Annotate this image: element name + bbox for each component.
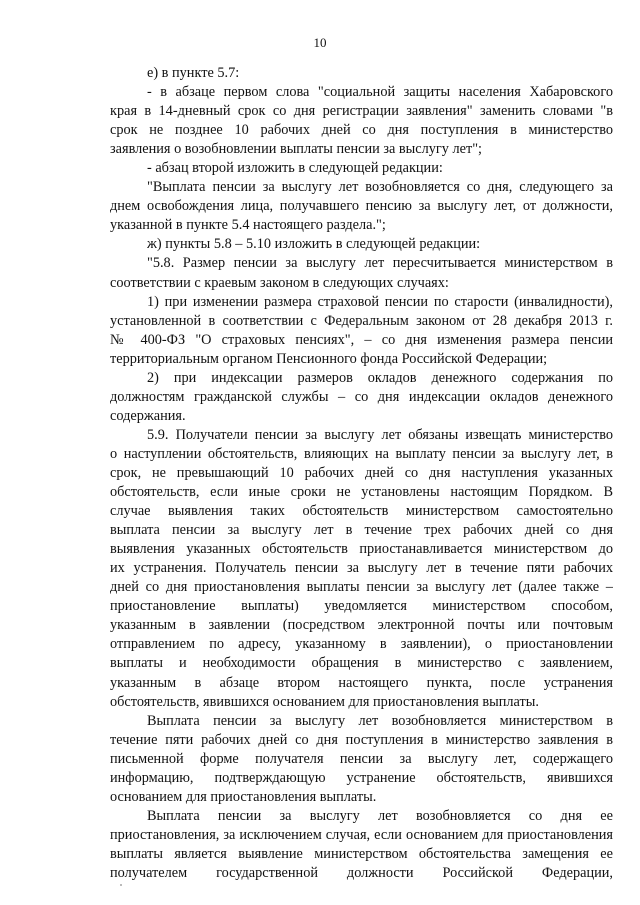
text-line: установленной в соответствии с Федеральным законом от 28 декабря 2013 г. xyxy=(110,312,613,329)
text-line: приостановления, за исключением случая, если основанием для приостановления xyxy=(110,826,613,843)
text-line: днем освобождения лица, получавшего пенсию за выслугу лет, от должности, xyxy=(110,198,613,215)
text-line: "5.8. Размер пенсии за выслугу лет пересчитывается министерством в xyxy=(147,255,613,272)
text-line: выявления указанных обстоятельств приостанавливается министерством до xyxy=(110,541,613,558)
text-line: Выплата пенсии за выслугу лет возобновляется со дня ее xyxy=(147,807,613,824)
text-line: указанным в заявлении (посредством электронной почты или почтовым xyxy=(110,617,613,634)
text-line: Выплата пенсии за выслугу лет возобновляется министерством в xyxy=(147,712,613,729)
text-line: - абзац второй изложить в следующей редакции: xyxy=(147,160,443,177)
text-line: должностям гражданской службы – со дня индексации окладов денежного xyxy=(110,388,613,405)
document-body xyxy=(110,64,613,883)
text-line: срок, не превышающий 10 рабочих дней со дня наступления указанных xyxy=(110,464,613,481)
text-line: о наступлении обстоятельств, влияющих на выплату пенсии за выслугу лет, в xyxy=(110,445,613,462)
text-line: отправлением по адресу, указанному в заявлении), о приостановлении xyxy=(110,636,613,653)
text-line: обстоятельств, явившихся основанием для приостановления выплаты. xyxy=(110,693,539,710)
text-line: получателем государственной должности Российской Федерации, xyxy=(110,864,613,881)
text-line: срок не позднее 10 рабочих дней со дня поступления в министерство xyxy=(110,122,613,139)
text-line: территориальным органом Пенсионного фонда Российской Федерации; xyxy=(110,350,548,367)
text-line: основанием для приостановления выплаты. xyxy=(110,788,377,805)
text-line: случае выявления таких обстоятельств министерством самостоятельно xyxy=(110,503,613,520)
text-line: их устранения. Получатель пенсии за выслугу лет в течение пяти рабочих xyxy=(110,560,613,577)
text-line: выплаты и необходимости обращения в министерство с заявлением, xyxy=(110,655,613,672)
text-line: указанным в абзаце втором настоящего пункта, после устранения xyxy=(110,674,613,691)
page-number: 10 xyxy=(313,35,327,50)
text-line: информацию, подтверждающую устранение обстоятельств, явившихся xyxy=(110,769,613,786)
scan-artifact xyxy=(120,884,122,886)
text-line: выплата пенсии за выслугу лет в течение трех рабочих дней со дня xyxy=(110,522,613,539)
text-line: выплаты является выявление министерством обстоятельства замещения ее xyxy=(110,845,613,862)
text-line: 2) при индексации размеров окладов денежного содержания по xyxy=(147,369,613,386)
text-line: письменной форме получателя пенсии за выслугу лет, содержащего xyxy=(110,750,613,767)
text-line: течение пяти рабочих дней со дня поступления в министерство заявления в xyxy=(110,731,613,748)
text-line: указанной в пункте 5.4 настоящего раздела."; xyxy=(110,217,386,234)
text-line: ж) пункты 5.8 – 5.10 изложить в следующей редакции: xyxy=(147,236,481,253)
text-line: приостановление выплаты) уведомляется министерством способом, xyxy=(110,598,613,615)
text-line: содержания. xyxy=(110,407,186,424)
text-line: края в 14-дневный срок со дня регистрации заявления" заменить словами "в xyxy=(110,103,613,120)
text-line: дней со дня приостановления выплаты пенсии за выслугу лет (далее также – xyxy=(110,579,613,596)
text-line: 5.9. Получатели пенсии за выслугу лет обязаны извещать министерство xyxy=(147,426,613,443)
text-line: 1) при изменении размера страховой пенсии по старости (инвалидности), xyxy=(147,293,613,310)
text-line: "Выплата пенсии за выслугу лет возобновляется со дня, следующего за xyxy=(147,179,613,196)
text-line: е) в пункте 5.7: xyxy=(147,65,240,81)
text-line: № 400-ФЗ "О страховых пенсиях", – со дня изменения размера пенсии xyxy=(110,331,613,348)
text-line: - в абзаце первом слова "социальной защиты населения Хабаровского xyxy=(147,84,613,101)
text-line: соответствии с краевым законом в следующих случаях: xyxy=(110,274,449,291)
text-line: обстоятельств, если иные сроки не установлены настоящим Порядком. В xyxy=(110,484,613,501)
text-line: заявления о возобновлении выплаты пенсии за выслугу лет"; xyxy=(110,141,483,158)
